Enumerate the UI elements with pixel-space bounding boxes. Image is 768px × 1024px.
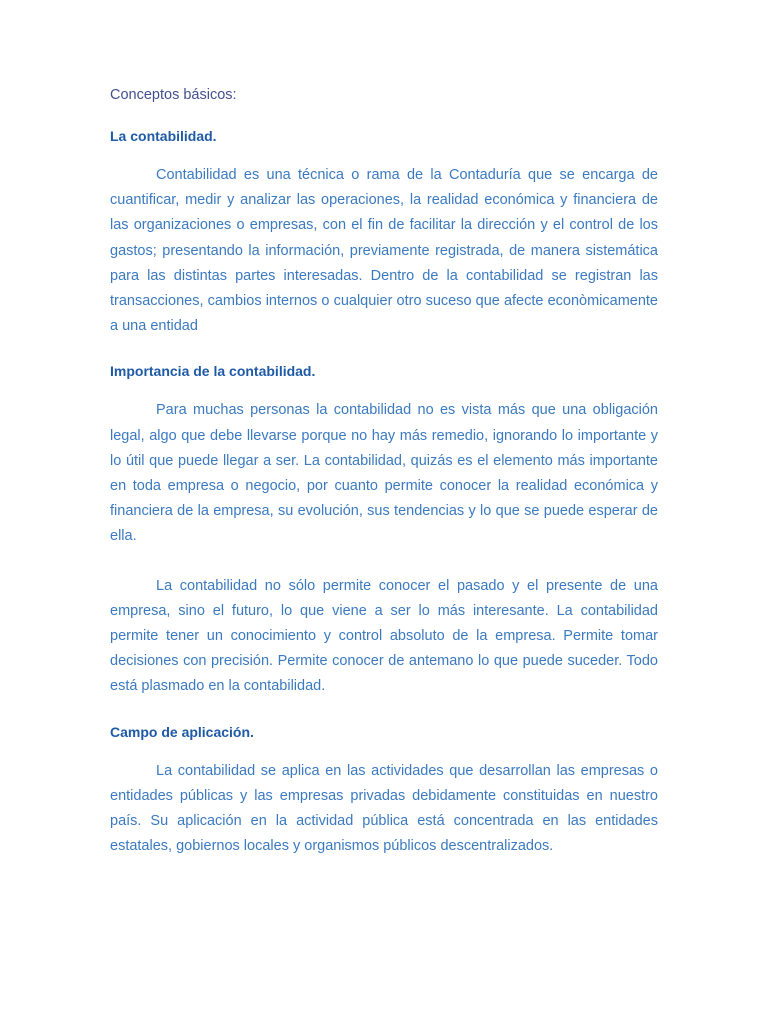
document-page: [110, 84, 658, 859]
section-heading: Campo de aplicación.: [110, 723, 254, 740]
body-paragraph: Para muchas personas la contabilidad no es vista más que una obligación legal, algo que debe llevarse porque no hay más remedio, ignorando lo importante y lo útil que puede llegar a ser. La contabilidad, quizás es el elemento más importante en toda empresa o negocio, por cuanto permite conocer la realidad económica y financiera de la empresa, su evolución, sus tendencias y lo que se puede esperar de ella.: [110, 402, 658, 545]
intro-line: Conceptos básicos:: [110, 87, 237, 103]
body-paragraph: Contabilidad es una técnica o rama de la Contaduría que se encarga de cuantificar, medir y analizar las operaciones, la realidad económica y financiera de las organizaciones o empresas, con el fin de facilitar la dirección y el control de los gastos; presentando la información, previamente registrada, de manera sistemática para las distintas partes interesadas. Dentro de la contabilidad se registran las transacciones, cambios internos o cualquier otro suceso que afecte econòmicamente a una entidad: [110, 167, 658, 335]
section-campo-aplicacion: [110, 721, 658, 860]
section-heading: La contabilidad.: [110, 128, 217, 144]
body-paragraph: La contabilidad no sólo permite conocer el pasado y el presente de una empresa, sino el futuro, lo que viene a ser lo más interesante. La contabilidad permite tener un conocimiento y control absoluto de la empresa. Permite tomar decisiones con precisión. Permite conocer de antemano lo que puede suceder. Todo está plasmado en la contabilidad.: [110, 577, 658, 695]
body-paragraph: La contabilidad se aplica en las actividades que desarrollan las empresas o entidades públicas y las empresas privadas debidamente constituidas en nuestro país. Su aplicación en la actividad pública está concentrada en las entidades estatales, gobiernos locales y organismos públicos descentralizados.: [110, 762, 658, 855]
section-importancia: [110, 360, 658, 699]
section-la-contabilidad: [110, 125, 658, 339]
section-heading: Importancia de la contabilidad.: [110, 363, 316, 380]
